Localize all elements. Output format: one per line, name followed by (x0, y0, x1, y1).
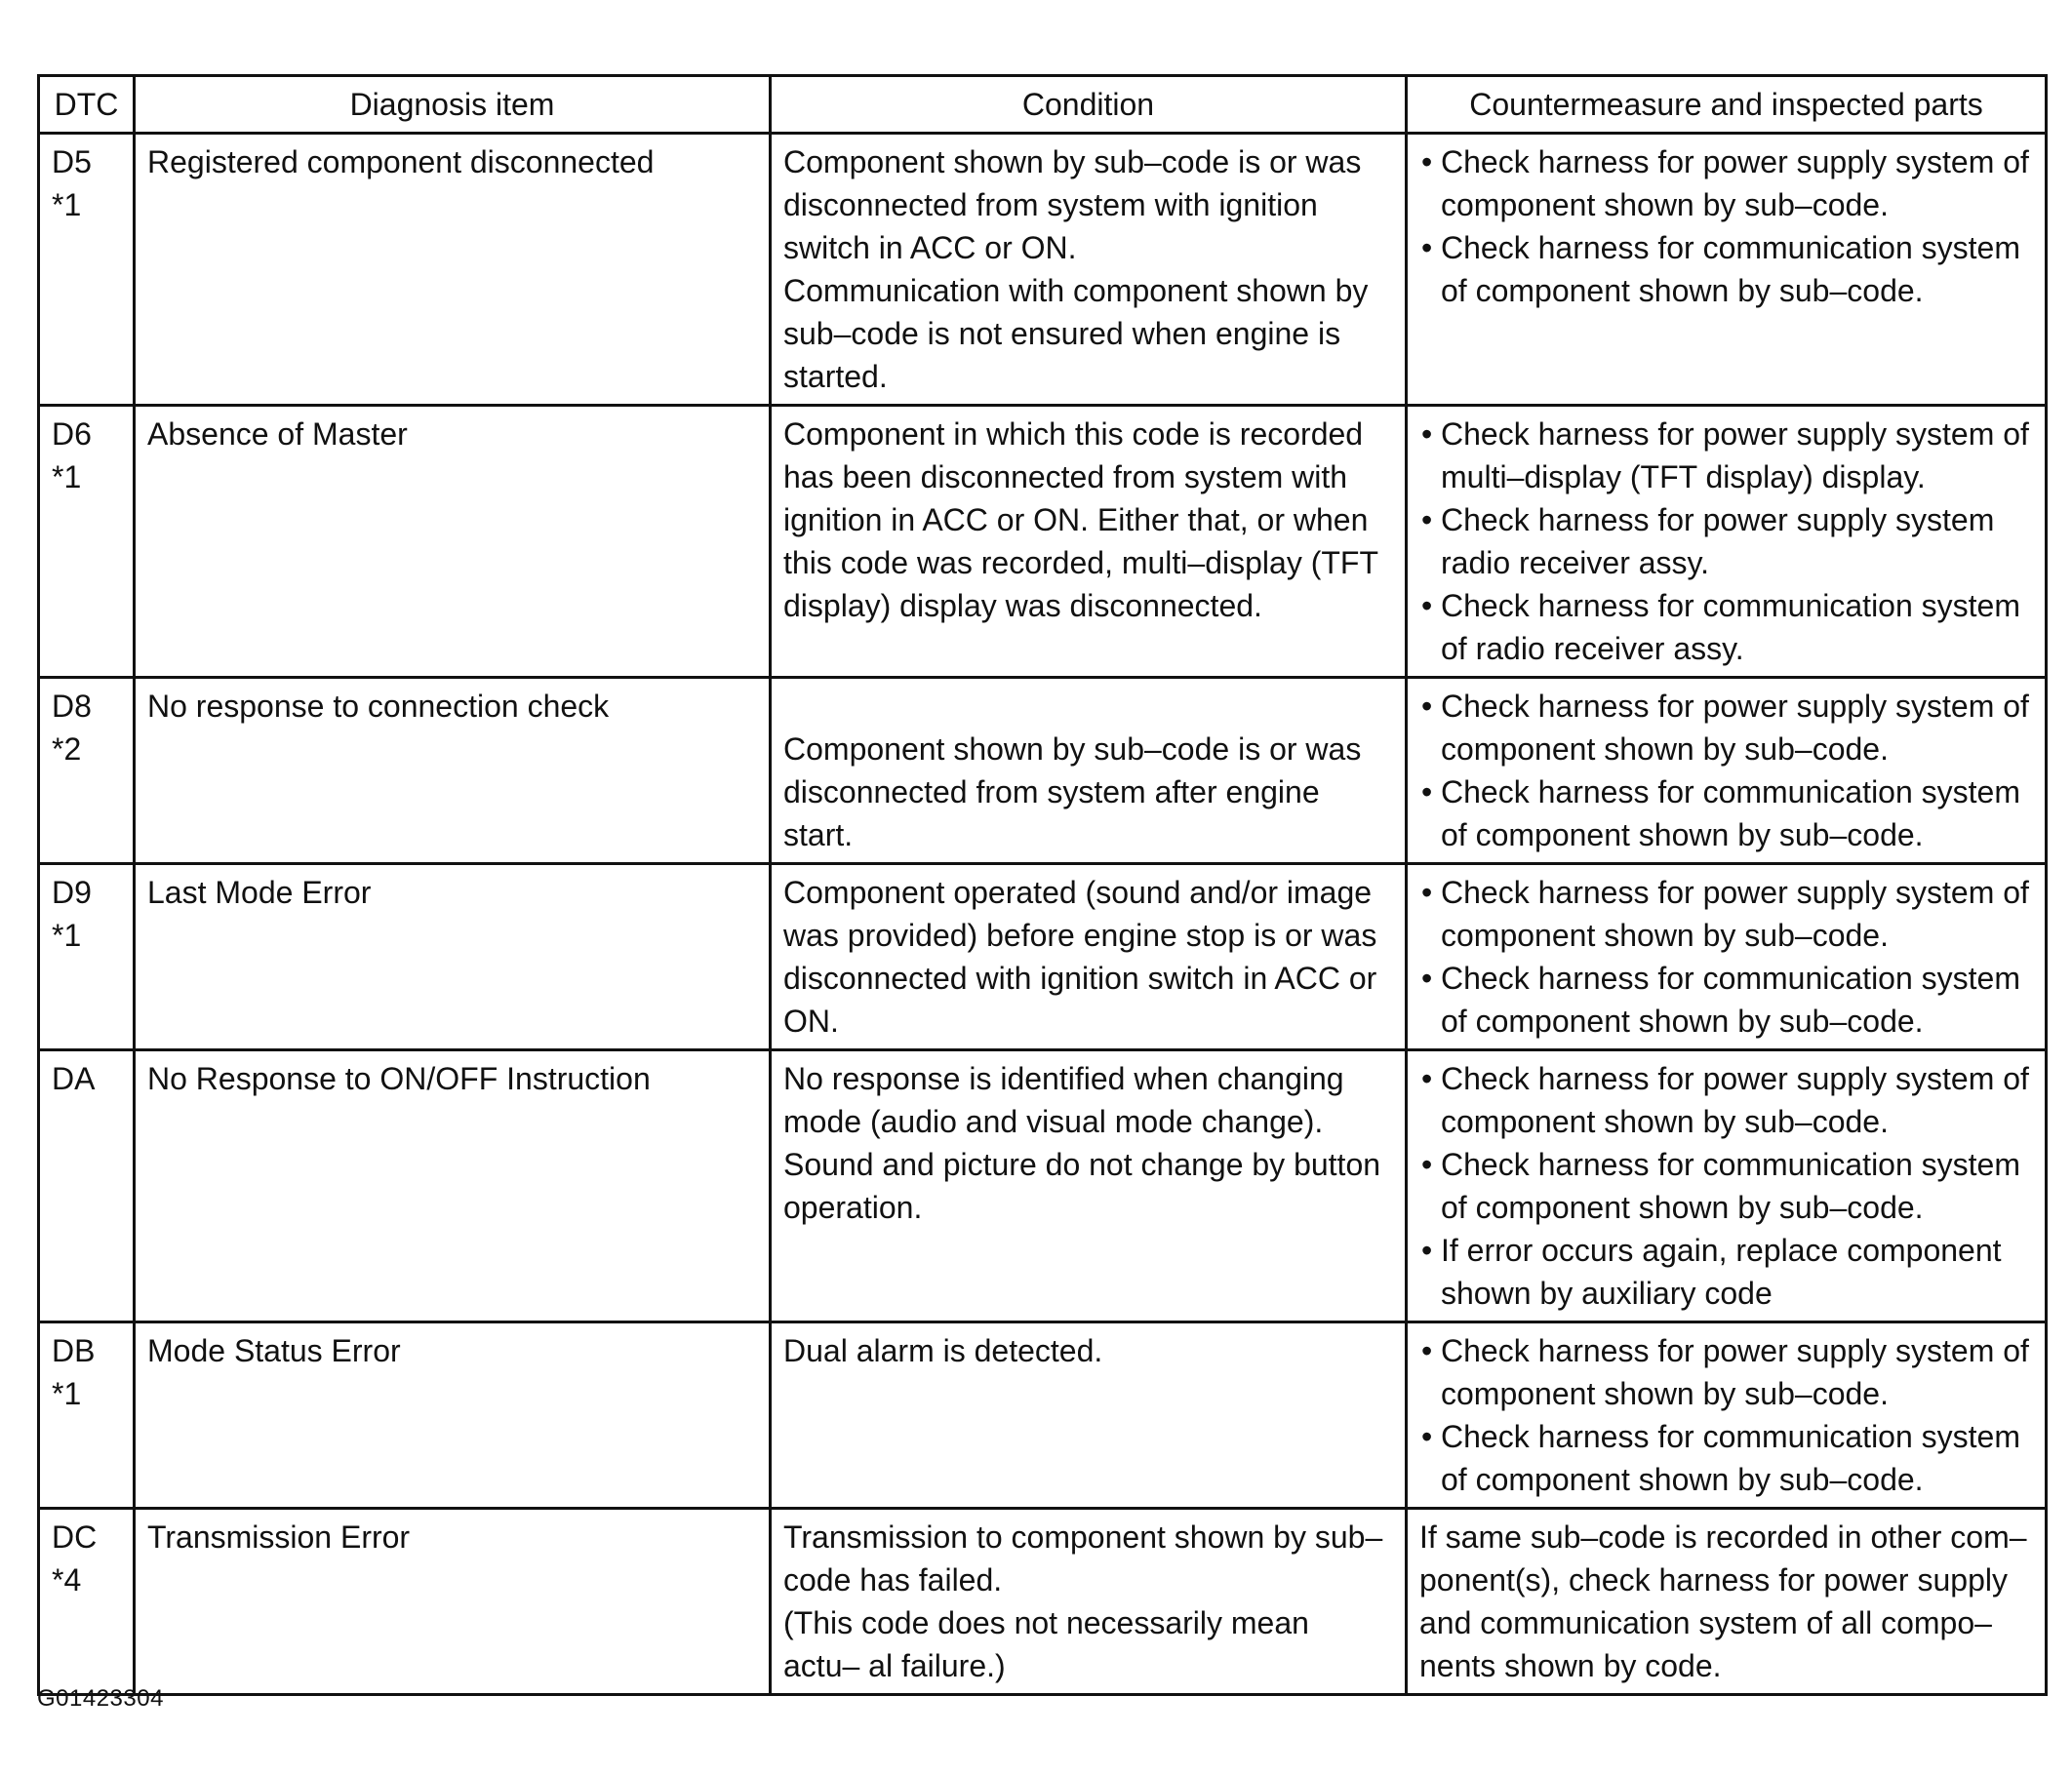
table-row (39, 1509, 2047, 1695)
figure-id: G01423304 (37, 1685, 164, 1712)
diagnosis-item-cell (135, 1322, 771, 1509)
condition-cell (771, 1509, 1407, 1695)
table-header-row (39, 76, 2047, 134)
countermeasure-item: • Check harness for communication system of component shown by sub–code. (1419, 770, 2033, 856)
table-row (39, 864, 2047, 1050)
condition-cell (771, 134, 1407, 406)
diagnosis-item-cell (135, 1509, 771, 1695)
dtc-note: *2 (52, 731, 82, 767)
dtc-code: DC (52, 1519, 98, 1555)
dtc-code-cell (39, 864, 135, 1050)
diagnosis-item-cell (135, 406, 771, 678)
dtc-code: D8 (52, 689, 92, 724)
diagnosis-item: Absence of Master (147, 416, 408, 452)
countermeasure-cell (1407, 1050, 2047, 1322)
countermeasure-item: • Check harness for power supply system of multi–display (TFT display) display. (1419, 413, 2033, 498)
countermeasure-item: • Check harness for power supply system of component shown by sub–code. (1419, 140, 2033, 226)
dtc-code: D5 (52, 144, 92, 179)
condition-cell (771, 406, 1407, 678)
diagnosis-item: Last Mode Error (147, 875, 372, 910)
countermeasure-item: • Check harness for power supply system of component shown by sub–code. (1419, 871, 2033, 957)
diagnosis-item-cell (135, 1050, 771, 1322)
countermeasure-cell (1407, 134, 2047, 406)
dtc-code-cell (39, 1509, 135, 1695)
table-row (39, 678, 2047, 864)
dtc-note: *4 (52, 1562, 82, 1598)
condition-cell (771, 1050, 1407, 1322)
dtc-note: *1 (52, 187, 82, 222)
diagnosis-item: No response to connection check (147, 689, 610, 724)
diagnosis-item-cell (135, 678, 771, 864)
countermeasure-item: • Check harness for communication system of component shown by sub–code. (1419, 1143, 2033, 1229)
dtc-code-cell (39, 678, 135, 864)
countermeasure-cell (1407, 678, 2047, 864)
condition-text: (This code does not necessarily mean actu– al failure.) (783, 1605, 1309, 1683)
condition-cell (771, 864, 1407, 1050)
diagnosis-item: Registered component disconnected (147, 144, 655, 179)
dtc-code-cell (39, 134, 135, 406)
condition-text: Sound and picture do not change by button operation. (783, 1147, 1381, 1225)
condition-text: No response is identified when changing mode (audio and visual mode change). (783, 1061, 1344, 1139)
condition-cell (771, 678, 1407, 864)
countermeasure-item: • If error occurs again, replace component shown by auxiliary code (1419, 1229, 2033, 1315)
countermeasure-item: • Check harness for power supply system of component shown by sub–code. (1419, 1329, 2033, 1415)
countermeasure-cell (1407, 1322, 2047, 1509)
header-diagnosis-item: Diagnosis item (135, 76, 771, 134)
dtc-note: *1 (52, 459, 82, 494)
table-row (39, 1050, 2047, 1322)
dtc-note: *1 (52, 1376, 82, 1411)
condition-text: Transmission to component shown by sub– code has failed. (783, 1519, 1383, 1598)
condition-text: Component shown by sub–code is or was disconnected from system with ignition switch in ACC or ON. (783, 144, 1362, 265)
dtc-code-cell (39, 406, 135, 678)
dtc-code: DA (52, 1061, 96, 1096)
dtc-table (37, 74, 2048, 1696)
condition-text: Communication with component shown by sub–code is not ensured when engine is started. (783, 273, 1369, 394)
condition-text: Component shown by sub–code is or was disconnected from system after engine start. (783, 731, 1362, 852)
table-row (39, 406, 2047, 678)
countermeasure-item: • Check harness for communication system of component shown by sub–code. (1419, 226, 2033, 312)
diagnosis-item: No Response to ON/OFF Instruction (147, 1061, 651, 1096)
condition-text: Component in which this code is recorded has been disconnected from system with ignition in ACC or ON. Either that, or when this code was recorded, multi–display (TFT display) display was disconnected. (783, 416, 1378, 623)
countermeasure-item: • Check harness for communication system of radio receiver assy. (1419, 584, 2033, 670)
countermeasure-text: If same sub–code is recorded in other com– ponent(s), check harness for power supply and communication system of all compo– nents shown by code. (1419, 1519, 2027, 1683)
countermeasure-item: • Check harness for communication system of component shown by sub–code. (1419, 957, 2033, 1043)
countermeasure-item: • Check harness for power supply system radio receiver assy. (1419, 498, 2033, 584)
diagnosis-item-cell (135, 864, 771, 1050)
countermeasure-cell (1407, 1509, 2047, 1695)
header-dtc: DTC (39, 76, 135, 134)
table-row (39, 134, 2047, 406)
dtc-code: DB (52, 1333, 96, 1368)
header-condition: Condition (771, 76, 1407, 134)
countermeasure-cell (1407, 864, 2047, 1050)
condition-text: Component operated (sound and/or image was provided) before engine stop is or was disconnected with ignition switch in ACC or ON. (783, 875, 1377, 1039)
dtc-note: *1 (52, 918, 82, 953)
dtc-code-cell (39, 1322, 135, 1509)
condition-text: Dual alarm is detected. (783, 1333, 1103, 1368)
diagnosis-item: Transmission Error (147, 1519, 411, 1555)
diagnosis-item: Mode Status Error (147, 1333, 401, 1368)
countermeasure-item: • Check harness for power supply system of component shown by sub–code. (1419, 1057, 2033, 1143)
table-row (39, 1322, 2047, 1509)
countermeasure-item: • Check harness for communication system of component shown by sub–code. (1419, 1415, 2033, 1501)
dtc-code: D9 (52, 875, 92, 910)
dtc-code-cell (39, 1050, 135, 1322)
dtc-code: D6 (52, 416, 92, 452)
countermeasure-item: • Check harness for power supply system of component shown by sub–code. (1419, 685, 2033, 770)
diagnosis-item-cell (135, 134, 771, 406)
header-countermeasure: Countermeasure and inspected parts (1407, 76, 2047, 134)
countermeasure-cell (1407, 406, 2047, 678)
condition-cell (771, 1322, 1407, 1509)
